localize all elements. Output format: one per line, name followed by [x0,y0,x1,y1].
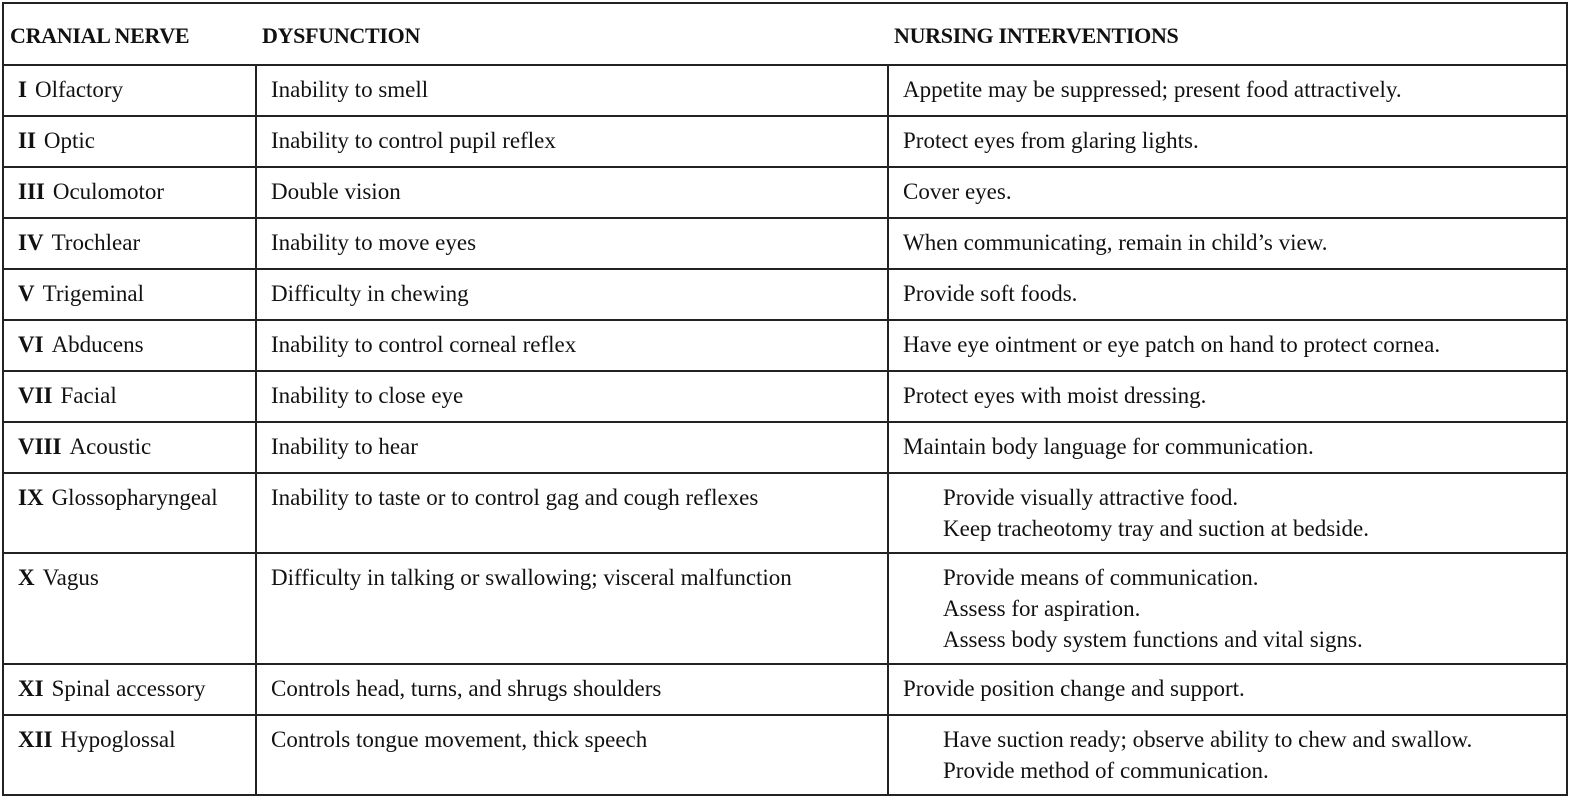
nerve-numeral: VII [18,383,53,408]
cell-cranial-nerve [3,664,256,715]
nerve-numeral: XII [18,727,53,752]
cell-nursing-interventions [888,65,1567,116]
nerve-name: Hypoglossal [60,727,176,752]
cell-nursing-interventions [888,664,1567,715]
cell-dysfunction: Double vision [256,167,888,218]
table-row [3,167,1567,218]
cell-nursing-interventions [888,167,1567,218]
cranial-nerve-table [2,2,1568,796]
intervention-line: Provide visually attractive food. [943,485,1239,510]
cell-cranial-nerve [3,116,256,167]
intervention-line: Maintain body language for communication. [903,434,1314,459]
cell-dysfunction: Controls tongue movement, thick speech [256,715,888,795]
table-row [3,269,1567,320]
table-row [3,65,1567,116]
intervention-line: Provide method of communication. [943,758,1269,783]
table-row [3,553,1567,664]
table-row [3,473,1567,553]
intervention-line: Provide soft foods. [903,281,1078,306]
nerve-numeral: IX [18,485,44,510]
cell-dysfunction: Inability to control corneal reflex [256,320,888,371]
nerve-name: Glossopharyngeal [51,485,218,510]
nerve-numeral: XI [18,676,44,701]
nerve-numeral: X [18,565,35,590]
nerve-numeral: II [18,128,36,153]
nerve-name: Vagus [42,565,99,590]
nerve-numeral: VI [18,332,44,357]
table-row [3,422,1567,473]
cell-dysfunction: Difficulty in chewing [256,269,888,320]
cell-nursing-interventions [888,553,1567,664]
cell-cranial-nerve [3,371,256,422]
table-row [3,664,1567,715]
nerve-name: Trochlear [51,230,141,255]
cell-dysfunction: Inability to smell [256,65,888,116]
cell-dysfunction: Difficulty in talking or swallowing; visceral malfunction [256,553,888,664]
intervention-line: Appetite may be suppressed; present food attractively. [903,77,1402,102]
nerve-name: Acoustic [69,434,152,459]
cell-nursing-interventions [888,320,1567,371]
cell-cranial-nerve [3,553,256,664]
nerve-numeral: VIII [18,434,62,459]
nerve-name: Olfactory [34,77,124,102]
cell-dysfunction: Inability to control pupil reflex [256,116,888,167]
intervention-line: Keep tracheotomy tray and suction at bedside. [943,516,1369,541]
nerve-name: Abducens [51,332,144,357]
cell-nursing-interventions [888,422,1567,473]
intervention-line: Protect eyes with moist dressing. [903,383,1207,408]
intervention-line: When communicating, remain in child’s view. [903,230,1328,255]
nerve-numeral: IV [18,230,44,255]
intervention-line: Cover eyes. [903,179,1012,204]
intervention-line: Have eye ointment or eye patch on hand to protect cornea. [903,332,1441,357]
cell-cranial-nerve [3,715,256,795]
table-row [3,715,1567,795]
nerve-name: Facial [60,383,117,408]
cell-dysfunction: Inability to move eyes [256,218,888,269]
nerve-numeral: V [18,281,35,306]
nerve-name: Oculomotor [52,179,165,204]
table-header-row [3,3,1567,65]
nerve-numeral: III [18,179,45,204]
table-row [3,371,1567,422]
table-body [3,65,1567,795]
cell-dysfunction: Controls head, turns, and shrugs shoulders [256,664,888,715]
cell-cranial-nerve [3,65,256,116]
nerve-name: Optic [43,128,96,153]
cell-nursing-interventions [888,218,1567,269]
cell-cranial-nerve [3,320,256,371]
header-dysfunction: DYSFUNCTION [256,3,888,65]
cell-nursing-interventions [888,715,1567,795]
cell-cranial-nerve [3,269,256,320]
table-row [3,218,1567,269]
intervention-line: Assess body system functions and vital signs. [943,627,1363,652]
table-row [3,320,1567,371]
nerve-name: Spinal accessory [51,676,206,701]
cell-cranial-nerve [3,167,256,218]
header-nursing-interventions: NURSING INTERVENTIONS [888,3,1567,65]
nerve-name: Trigeminal [42,281,145,306]
cell-dysfunction: Inability to close eye [256,371,888,422]
cell-nursing-interventions [888,473,1567,553]
cell-nursing-interventions [888,371,1567,422]
cell-dysfunction: Inability to taste or to control gag and cough reflexes [256,473,888,553]
cell-dysfunction: Inability to hear [256,422,888,473]
intervention-line: Provide means of communication. [943,565,1259,590]
cell-nursing-interventions [888,116,1567,167]
intervention-line: Assess for aspiration. [943,596,1141,621]
table-row [3,116,1567,167]
intervention-line: Provide position change and support. [903,676,1245,701]
nerve-numeral: I [18,77,27,102]
cell-cranial-nerve [3,473,256,553]
header-cranial-nerve: CRANIAL NERVE [3,3,256,65]
intervention-line: Protect eyes from glaring lights. [903,128,1199,153]
cell-cranial-nerve [3,218,256,269]
intervention-line: Have suction ready; observe ability to chew and swallow. [943,727,1473,752]
cell-nursing-interventions [888,269,1567,320]
cell-cranial-nerve [3,422,256,473]
